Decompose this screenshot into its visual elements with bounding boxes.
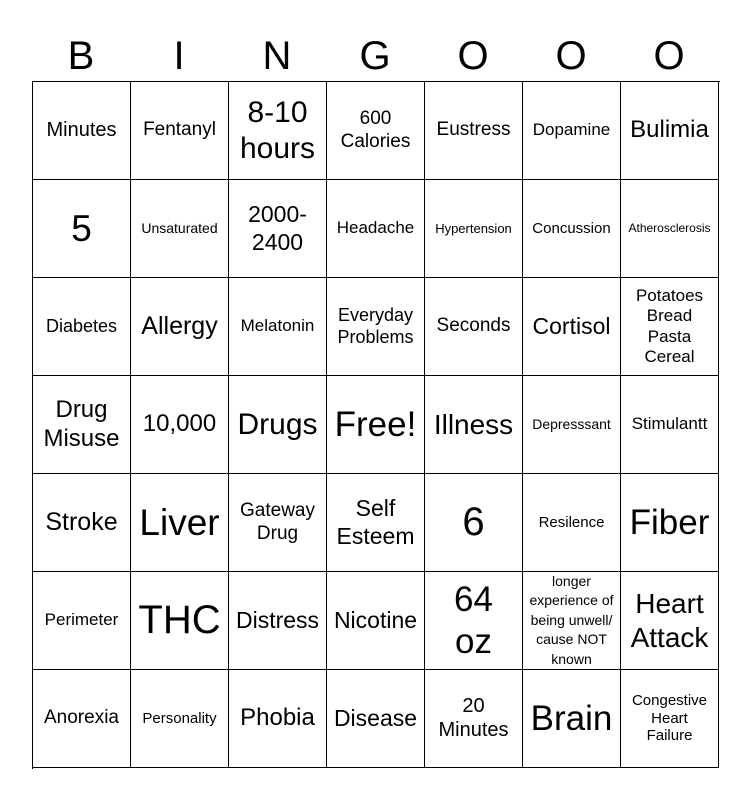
header-letter-o: O: [457, 34, 489, 78]
bingo-cell[interactable]: 8-10 hours: [229, 82, 327, 180]
bingo-cell[interactable]: 20 Minutes: [425, 670, 523, 768]
bingo-cell[interactable]: 6: [425, 474, 523, 572]
bingo-cell[interactable]: 5: [33, 180, 131, 278]
header-letter-g: G: [359, 34, 391, 78]
bingo-cell[interactable]: Cortisol: [523, 278, 621, 376]
bingo-cell[interactable]: Diabetes: [33, 278, 131, 376]
header-letter-i: I: [173, 34, 185, 78]
bingo-cell[interactable]: Nicotine: [327, 572, 425, 670]
bingo-cell[interactable]: Heart Attack: [621, 572, 719, 670]
bingo-cell[interactable]: Personality: [131, 670, 229, 768]
bingo-cell[interactable]: Disease: [327, 670, 425, 768]
bingo-cell[interactable]: Fiber: [621, 474, 719, 572]
bingo-cell[interactable]: 600 Calories: [327, 82, 425, 180]
bingo-cell[interactable]: Atherosclerosis: [621, 180, 719, 278]
bingo-header: [32, 32, 718, 80]
bingo-cell[interactable]: THC: [131, 572, 229, 670]
bingo-cell[interactable]: Headache: [327, 180, 425, 278]
bingo-cell[interactable]: Drug Misuse: [33, 376, 131, 474]
bingo-cell[interactable]: Congestive Heart Failure: [621, 670, 719, 768]
bingo-cell[interactable]: Anorexia: [33, 670, 131, 768]
header-letter-n: N: [262, 34, 292, 78]
bingo-cell[interactable]: Everyday Problems: [327, 278, 425, 376]
bingo-cell[interactable]: Fentanyl: [131, 82, 229, 180]
bingo-cell[interactable]: Depresssant: [523, 376, 621, 474]
bingo-cell[interactable]: Self Esteem: [327, 474, 425, 572]
bingo-cell[interactable]: Potatoes Bread Pasta Cereal: [621, 278, 719, 376]
bingo-cell[interactable]: Gateway Drug: [229, 474, 327, 572]
bingo-cell[interactable]: Seconds: [425, 278, 523, 376]
bingo-cell[interactable]: 64 oz: [425, 572, 523, 670]
bingo-cell[interactable]: Melatonin: [229, 278, 327, 376]
bingo-cell[interactable]: Minutes: [33, 82, 131, 180]
bingo-cell[interactable]: Unsaturated: [131, 180, 229, 278]
free-space[interactable]: Free!: [327, 376, 425, 474]
bingo-board: [32, 81, 720, 769]
bingo-cell[interactable]: Concussion: [523, 180, 621, 278]
header-letter-o: O: [653, 34, 685, 78]
bingo-cell[interactable]: Drugs: [229, 376, 327, 474]
bingo-cell[interactable]: Hypertension: [425, 180, 523, 278]
bingo-cell[interactable]: Brain: [523, 670, 621, 768]
bingo-cell[interactable]: Phobia: [229, 670, 327, 768]
bingo-cell[interactable]: longer experience of being unwell/ cause NOT known: [523, 572, 621, 670]
bingo-cell[interactable]: Bulimia: [621, 82, 719, 180]
bingo-cell[interactable]: Perimeter: [33, 572, 131, 670]
bingo-cell[interactable]: Stimulantt: [621, 376, 719, 474]
bingo-cell[interactable]: 10,000: [131, 376, 229, 474]
bingo-cell[interactable]: Eustress: [425, 82, 523, 180]
header-letter-o: O: [555, 34, 587, 78]
header-letter-b: B: [67, 34, 95, 78]
bingo-cell[interactable]: Dopamine: [523, 82, 621, 180]
bingo-cell[interactable]: Stroke: [33, 474, 131, 572]
bingo-cell[interactable]: Distress: [229, 572, 327, 670]
bingo-cell[interactable]: 2000- 2400: [229, 180, 327, 278]
bingo-cell[interactable]: Liver: [131, 474, 229, 572]
bingo-cell[interactable]: Illness: [425, 376, 523, 474]
bingo-cell[interactable]: Resilence: [523, 474, 621, 572]
bingo-cell[interactable]: Allergy: [131, 278, 229, 376]
